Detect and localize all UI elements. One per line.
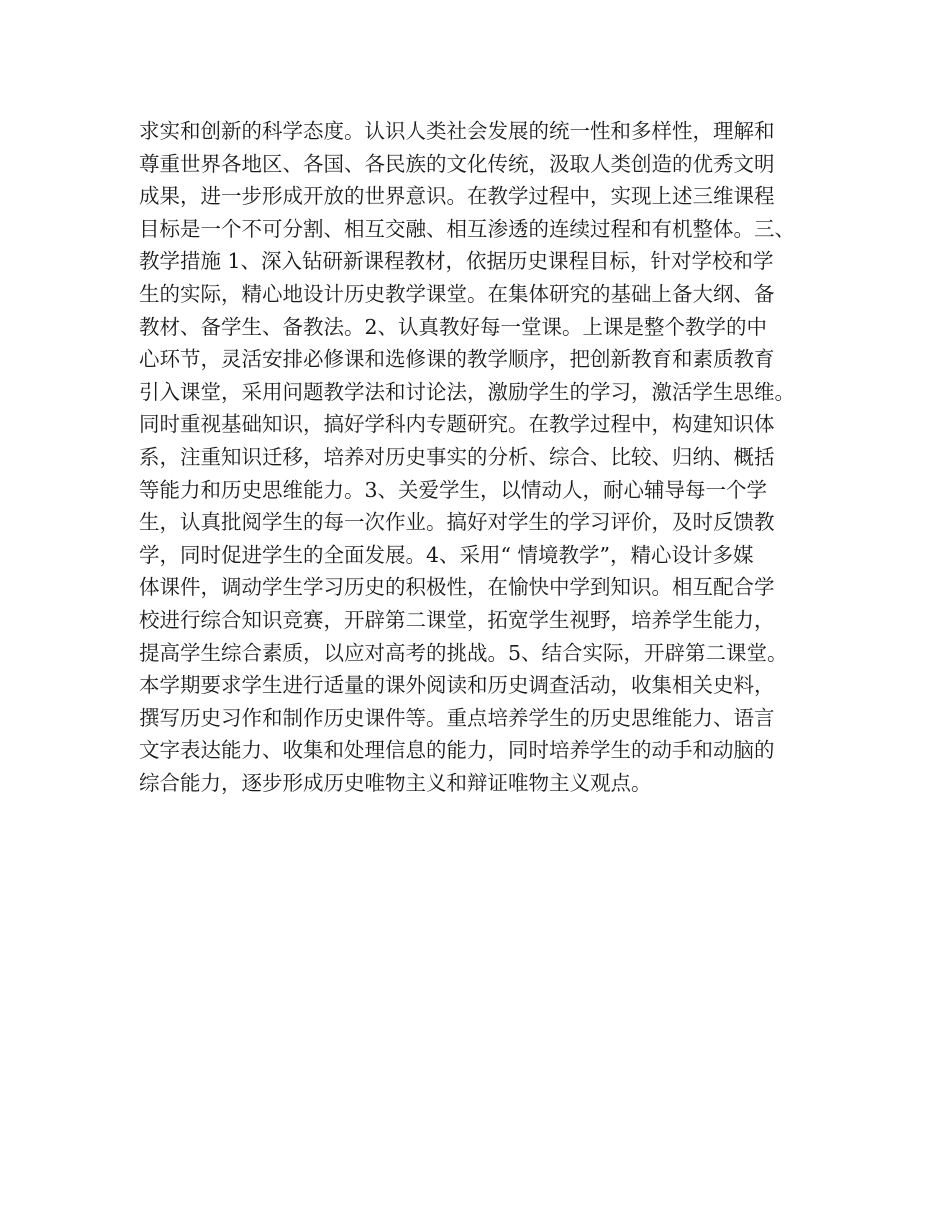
text-line-8: 心环节，灵活安排必修课和选修课的教学顺序，把创新教育和素质教育 [139,347,775,372]
text-line-1: 求实和创新的科学态度。认识人类社会发展的统一性和多样性，理解和 [139,119,775,143]
text-line-2: 尊重世界各地区、各国、各民族的文化传统，汲取人类创造的优秀文明 [139,151,775,176]
text-line-20: 文字表达能力、收集和处理信息的能力，同时培养学生的动手和动脑的 [139,738,775,763]
text-line-4: 目标是一个不可分割、相互交融、相互渗透的连续过程和有机整体。三、 [139,216,795,241]
text-line-7: 教材、备学生、备教法。2、认真教好每一堂课。上课是整个教学的中 [139,314,768,339]
text-line-19: 撰写历史习作和制作历史课件等。重点培养学生的历史思维能力、语言 [139,705,775,730]
text-line-21: 综合能力，逐步形成历史唯物主义和辩证唯物主义观点。 [139,770,652,795]
text-line-11: 系，注重知识迁移，培养对历史事实的分析、综合、比较、归纳、概括 [139,444,775,469]
text-line-3: 成果，进一步形成开放的世界意识。在教学过程中，实现上述三维课程 [139,184,775,209]
text-line-13: 生，认真批阅学生的每一次作业。搞好对学生的学习评价，及时反馈教 [139,510,775,535]
text-line-14: 学，同时促进学生的全面发展。4、采用“ 情境教学”，精心设计多媒 [139,542,754,567]
text-line-16: 校进行综合知识竞赛，开辟第二课堂，拓宽学生视野，培养学生能力， [139,607,775,632]
text-line-12: 等能力和历史思维能力。3、关爱学生，以情动人，耐心辅导每一个学 [139,477,768,502]
text-line-9: 引入课堂，采用问题教学法和讨论法，激励学生的学习，激活学生思维。 [139,379,795,404]
text-line-18: 本学期要求学生进行适量的课外阅读和历史调查活动，收集相关史料， [139,673,775,698]
text-line-17: 提高学生综合素质，以应对高考的挑战。5、结合实际，开辟第二课堂。 [139,640,788,665]
text-line-15: 体课件，调动学生学习历史的积极性，在愉快中学到知识。相互配合学 [139,575,775,600]
text-line-6: 生的实际，精心地设计历史教学课堂。在集体研究的基础上备大纲、备 [139,281,775,306]
text-line-5: 教学措施 1、深入钻研新课程教材，依据历史课程目标，针对学校和学 [139,249,774,274]
body-paragraph [139,115,829,799]
text-line-10: 同时重视基础知识，搞好学科内专题研究。在教学过程中，构建知识体 [139,412,775,437]
